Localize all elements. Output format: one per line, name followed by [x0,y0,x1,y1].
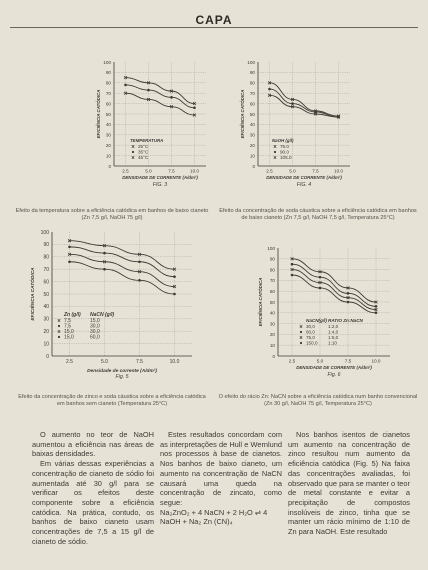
data-point [347,292,350,295]
paragraph: Nos banhos isentos de cianetos um aumento na concentração de zinco resultou num aumento da eficiência catódica (Fig. 5) Na faixa das concentrações avaliadas, foi observado que para se manter o teor de metal constante e evitar a precipitação de compostos insolúveis de zinco, tinha que se manter um rácio mínimo de 1:10 de Zn para NaOH. Este resultado [288,430,410,537]
legend-value: 7,5 [64,318,71,324]
x-tick-label: 5.0 [316,358,324,364]
legend-value: 60,0 [90,334,100,341]
figure-3-caption: Efeito da temperatura sobre a eficiência catódica em banhos de baixo cianeto (Zn 7,5 g/l, NaOH 75 g/l) [15,208,209,221]
paragraph: O aumento no teor de NaOH aumentou a eficiência nas áreas de baixas densidades. [32,430,154,459]
legend-title: TEMPERATURA [130,138,164,143]
figure-number: Fig. 5 [115,374,129,380]
x-axis-label: DENSIDADE DE CORRENTE (A/dm²) [122,175,198,180]
y-tick-label: 50 [249,111,255,117]
data-point [319,276,322,279]
legend-label: 105.0 [280,155,292,160]
legend-marker [58,325,60,327]
legend-label: 25°C [138,144,149,149]
legend-marker [274,145,276,147]
legend-value: 30,0 [90,329,100,335]
x-tick-label: 10.0 [334,168,343,174]
y-tick-label: 100 [267,245,275,251]
y-axis-label: EFICIÊNCIA CATÓDICA [96,89,101,139]
y-tick-label: 0 [108,163,111,169]
x-tick-label: 2.5 [288,358,296,364]
text-column-3 [288,430,410,537]
y-tick-label: 10 [249,153,255,159]
y-tick-label: 70 [269,278,275,284]
figure-number: Fig. 6 [327,372,341,378]
legend-value: 1:2,0 [328,324,339,329]
page-title: CAPA [195,13,233,27]
x-axis-label: DENSIDADE DE CORRENTE (A/dm²) [296,365,372,370]
x-tick-label: 7.5 [136,359,143,365]
y-tick-label: 50 [43,291,49,298]
y-tick-label: 10 [105,153,111,159]
y-tick-label: 60 [105,101,111,107]
x-tick-label: 7.5 [168,168,175,174]
x-tick-label: 2.5 [66,359,73,365]
figure-4-caption: Efeito da concentração de soda cáustica sobre a eficiência catódica em banhos de baixo cianeto (Zn 7,5 g/l, NaOH 7,5 g/l, Temperatura 25°C) [219,208,417,221]
figure-5-caption: Efeito da concentração de zinco e soda cáustica sobre a eficiência catódica em banhos sem cianeto (Temperatura 25°C) [18,394,206,407]
y-axis-label: EFICIÊNCIA CATÓDICA [31,267,36,321]
x-tick-label: 5.0 [101,359,108,365]
y-tick-label: 20 [105,143,111,148]
y-tick-label: 50 [269,299,275,305]
legend-marker [58,319,60,321]
data-point [268,88,271,91]
data-point [173,293,176,296]
legend-value: 15,0 [90,318,100,324]
y-tick-label: 40 [105,122,111,128]
legend-value: 15,0 [64,334,74,341]
legend-marker [274,156,276,158]
legend-value: 30,0 [90,323,100,330]
x-tick-label: 10.0 [371,358,381,364]
data-point [291,274,294,277]
y-tick-label: 100 [103,59,111,65]
paragraph: Em várias dessas experiências a concentração de cianeto de sódio foi aumentada até 30 g/l para se verificar os efeitos deste componente sobre a eficiência catódica. Na prática, contudo, os banhos de baixo cianeto usam concentrações de 7,5 a 15 g/l de cianeto de sódio. [32,459,154,546]
legend-marker [132,151,134,153]
y-tick-label: 100 [40,229,49,236]
y-tick-label: 80 [269,267,275,273]
data-point [193,106,196,109]
data-point [375,312,378,315]
y-tick-label: 20 [43,329,49,335]
y-tick-label: 10 [43,341,49,348]
legend-header: Zn (g/l) [64,312,81,318]
legend-marker [300,336,302,338]
y-tick-label: 0 [272,353,275,359]
y-tick-label: 40 [43,304,49,311]
legend-label: 45°C [138,155,149,160]
data-point [173,275,176,278]
text-column-2 [160,430,282,527]
legend-value: 15,0 [64,329,74,335]
legend-value: 1:5,0 [328,335,339,340]
figure-6-chart [250,244,396,390]
y-tick-label: 30 [249,132,255,138]
series-line [292,275,376,313]
figure-number: FIG. 4 [296,182,312,188]
y-tick-label: 0 [252,163,255,169]
x-axis-label: Densidade de corrente (A/dm²) [87,369,157,374]
legend-header: NaCN (g/l) [90,312,115,318]
y-tick-label: 70 [105,91,111,96]
y-tick-label: 50 [105,111,111,117]
legend-marker [274,151,276,153]
legend-marker [300,342,302,344]
y-tick-label: 80 [43,254,49,261]
legend-marker [58,336,60,338]
series-line [126,85,195,108]
series-line [292,270,376,310]
y-tick-label: 40 [269,310,275,316]
y-tick-label: 80 [105,80,111,86]
x-tick-label: 2.5 [266,168,273,174]
text-column-1 [32,430,154,546]
figure-number: FIG. 3 [152,182,168,188]
x-tick-label: 5.0 [289,168,296,174]
y-tick-label: 100 [247,59,255,65]
x-tick-label: 5.0 [145,168,152,174]
x-axis-label: DENSIDADE DE CORRENTE (A/dm²) [266,175,342,180]
data-point [138,279,141,282]
y-tick-label: 40 [249,122,255,128]
figure-3-chart [80,58,220,198]
data-point [68,246,71,249]
x-tick-label: 7.5 [344,358,352,364]
legend-label: 75.0 [280,144,289,149]
y-tick-label: 30 [43,316,49,323]
y-tick-label: 30 [105,132,111,138]
data-point [124,84,127,87]
y-tick-label: 70 [43,267,49,273]
series-line [292,264,376,306]
x-tick-label: 2.5 [122,168,129,174]
x-tick-label: 10.0 [190,168,199,174]
figure-5-chart [24,228,206,390]
legend-header: RATIO Zn:NaCN [328,318,363,323]
legend-marker [58,330,60,332]
x-tick-label: 10.0 [169,359,180,365]
y-tick-label: 30 [269,321,275,327]
data-point [291,263,294,266]
y-axis-label: EFICIÊNCIA CATÓDICA [258,277,263,327]
header-rule [10,27,418,28]
data-point [291,102,294,105]
page-header [0,0,428,30]
y-tick-label: 20 [249,143,255,148]
legend-value: 7,5 [64,323,71,330]
y-tick-label: 90 [269,256,275,262]
y-tick-label: 0 [46,353,49,360]
legend-value: 75,0 [306,335,315,340]
data-point [138,260,141,263]
data-point [103,268,106,271]
y-tick-label: 60 [269,289,275,294]
legend-value: 60,0 [306,329,315,335]
data-point [347,301,350,304]
y-tick-label: 80 [249,80,255,86]
legend-value: 150,0 [306,340,318,346]
data-point [68,260,71,263]
data-point [103,252,106,255]
legend-value: 30,0 [306,324,315,329]
y-tick-label: 90 [249,70,255,76]
legend-value: 1:10 [328,340,337,346]
y-axis-label: EFICIÊNCIA CATÓDICA [240,89,245,139]
legend-marker [132,156,134,158]
legend-title: NaOH (g/l) [272,138,294,143]
legend-label: 90.0 [280,149,289,155]
y-tick-label: 20 [269,332,275,338]
legend-label: 35°C [138,149,149,155]
y-tick-label: 90 [43,242,49,249]
legend-value: 1:4,0 [328,329,339,335]
y-tick-label: 70 [249,91,255,96]
x-tick-label: 7.5 [312,168,319,174]
y-tick-label: 60 [43,279,49,286]
y-tick-label: 90 [105,70,111,76]
y-tick-label: 60 [249,101,255,107]
series-line [70,247,175,277]
series-line [126,78,195,104]
figure-6-caption: O efeito do rácio Zn: NaCN sobre a eficiência catódica num banho convencional (Zn 30 g/l, NaOH 75 g/l, Temperatura 25°C) [218,394,418,407]
legend-header: NaCN(g/l) [306,318,327,323]
equation: Na₂ZnO₂ + 4 NaCN + 2 H₂O ⇌ 4 NaOH + Na₂ Zn (CN)₄ [160,507,268,527]
legend-marker [132,145,134,147]
legend-marker [300,325,302,327]
y-tick-label: 10 [269,343,275,348]
figure-4-chart [226,58,366,198]
data-point [375,305,378,308]
paragraph: Estes resultados concordam com as interpretações de Hull e Wernlund nos processos à base de cianetos. Nos banhos de baixo cianeto, um aumento na concentração de NaCN causará uma queda na concentração de zincato, como segue: [160,430,282,507]
data-point [319,287,322,290]
data-point [170,96,173,99]
legend-marker [300,331,302,333]
data-point [147,89,150,92]
